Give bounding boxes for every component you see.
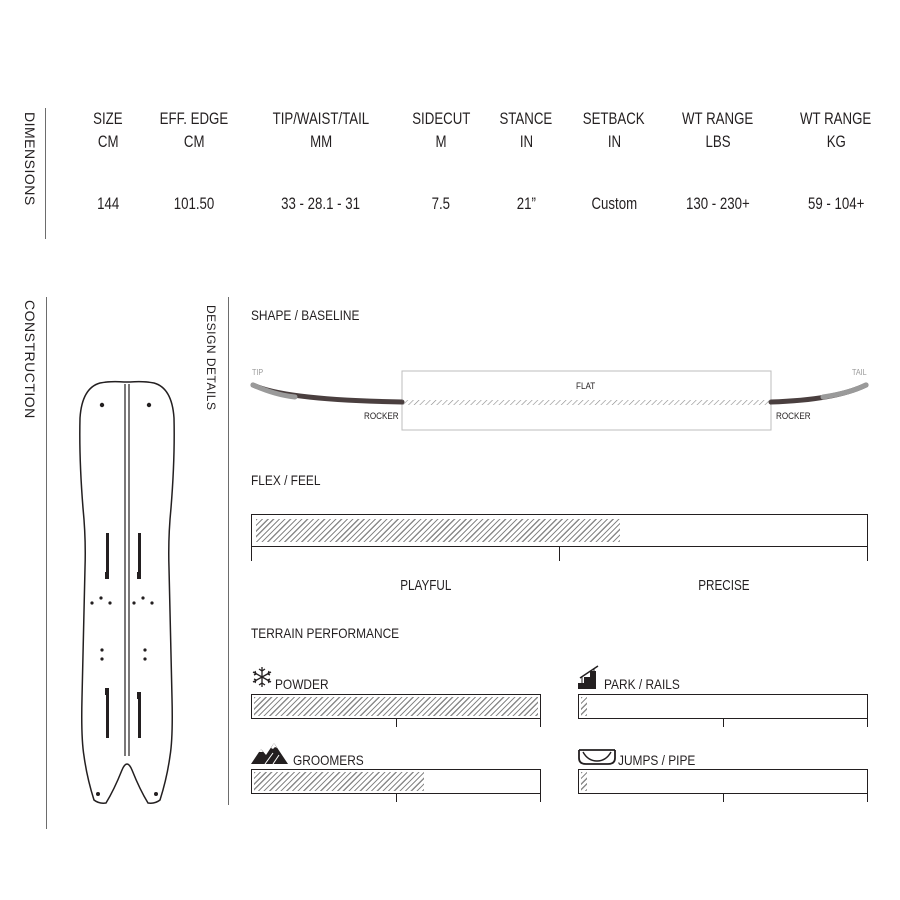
dim-header-eff-edge: [129, 107, 259, 153]
dim-header-line1: SIDECUT: [411, 109, 471, 128]
dimensions-label-text: DIMENSIONS: [22, 112, 38, 206]
groomers-tick-end: [540, 794, 541, 802]
flex-gauge: [251, 514, 868, 547]
powder-tick-end: [540, 719, 541, 727]
powder-gauge-fill: [254, 697, 538, 716]
powder-gauge: [251, 694, 541, 719]
dim-value-text: 7.5: [431, 194, 451, 213]
snowflake-icon: [251, 666, 273, 688]
flex-feel-title: [251, 472, 320, 488]
tail-label-text: TAIL: [852, 368, 867, 377]
dim-value-text: 21”: [516, 194, 536, 213]
dim-value-text: 101.50: [173, 194, 215, 213]
dim-value-text: 144: [96, 194, 120, 213]
jumps-pipe-tick-end: [867, 794, 868, 802]
dim-header-line2: KG: [826, 132, 846, 151]
dim-value-text: Custom: [591, 194, 637, 213]
dim-value-text: 130 - 230+: [686, 194, 750, 213]
precise-text: PRECISE: [698, 577, 750, 594]
dim-header-line2: CM: [97, 132, 119, 151]
mountains-icon: [251, 741, 289, 765]
park-rails-label: [604, 676, 680, 692]
dim-header-line1: TIP/WAIST/TAIL: [272, 109, 370, 128]
rocker-left-label-text: ROCKER: [364, 411, 399, 421]
playful-text: PLAYFUL: [400, 577, 452, 594]
jumps-pipe-label-text: JUMPS / PIPE: [618, 752, 696, 768]
groomers-gauge: [251, 769, 541, 794]
camber-profile-diagram: [245, 370, 875, 440]
dim-header-wt-kg: [771, 107, 900, 153]
splitboard-outline-illustration: [72, 378, 182, 810]
groomers-tick-mid: [396, 794, 397, 802]
flat-label-text: FLAT: [576, 381, 596, 391]
groomers-gauge-fill: [254, 772, 424, 791]
dim-value-eff-edge: [129, 194, 259, 214]
powder-label-text: POWDER: [275, 676, 329, 692]
construction-label-text: CONSTRUCTION: [22, 300, 38, 419]
terrain-performance-title: [251, 625, 399, 641]
dim-header-line1: SETBACK: [583, 109, 645, 128]
construction-side-label: [22, 300, 38, 419]
halfpipe-icon: [578, 748, 616, 766]
dimensions-side-label: [22, 112, 38, 206]
jumps-pipe-gauge-fill: [581, 772, 587, 791]
dim-header-tip-waist-tail: [256, 107, 386, 153]
groomers-label-text: GROOMERS: [293, 752, 364, 768]
shape-title-text: SHAPE / BASELINE: [251, 307, 360, 323]
design-details-rule: [228, 297, 229, 805]
rocker-right-label-text: ROCKER: [776, 411, 811, 421]
flex-title-text: FLEX / FEEL: [251, 472, 321, 488]
park-rails-gauge-fill: [581, 697, 587, 716]
construction-rule: [46, 297, 47, 829]
dim-header-line1: WT RANGE: [800, 109, 872, 128]
dim-header-line2: LBS: [705, 132, 731, 151]
dim-header-line1: STANCE: [499, 109, 553, 128]
dim-header-line2: CM: [183, 132, 205, 151]
flat-label: [576, 381, 630, 391]
terrain-title-text: TERRAIN PERFORMANCE: [251, 625, 400, 641]
design-details-side-label: [204, 305, 218, 410]
dim-header-line1: SIZE: [93, 109, 123, 128]
park-rails-tick-end: [867, 719, 868, 727]
dim-header-line2: M: [435, 132, 447, 151]
rocker-left-label: [364, 411, 399, 421]
park-rails-label-text: PARK / RAILS: [604, 676, 680, 692]
design-details-label-text: DESIGN DETAILS: [204, 305, 218, 411]
dim-value-wt-kg: [771, 194, 900, 214]
flex-gauge-fill: [256, 519, 620, 542]
jumps-pipe-tick-mid: [723, 794, 724, 802]
stairs-rail-icon: [578, 664, 602, 690]
dim-header-line2: MM: [309, 132, 333, 151]
powder-tick-mid: [396, 719, 397, 727]
groomers-label: [293, 752, 364, 768]
dim-value-wt-lbs: [653, 194, 783, 214]
jumps-pipe-label: [618, 752, 695, 768]
flex-playful-label: [366, 577, 486, 594]
jumps-pipe-gauge: [578, 769, 868, 794]
flex-tick-right: [867, 547, 868, 561]
flex-tick-mid: [559, 547, 560, 561]
rocker-right-label: [776, 411, 811, 421]
dim-value-tip-waist-tail: [256, 194, 386, 214]
dim-header-line1: WT RANGE: [682, 109, 754, 128]
dim-header-line1: EFF. EDGE: [159, 109, 229, 128]
tip-label-text: TIP: [252, 368, 264, 377]
park-rails-tick-mid: [723, 719, 724, 727]
dim-value-text: 33 - 28.1 - 31: [281, 194, 361, 213]
park-rails-gauge: [578, 694, 868, 719]
dim-header-line2: IN: [519, 132, 533, 151]
flex-precise-label: [664, 577, 784, 594]
shape-baseline-title: [251, 307, 359, 323]
dim-header-wt-lbs: [653, 107, 783, 153]
dim-header-line2: IN: [607, 132, 621, 151]
flex-tick-left: [251, 547, 252, 561]
dim-value-text: 59 - 104+: [807, 194, 865, 213]
powder-label: [275, 676, 329, 692]
